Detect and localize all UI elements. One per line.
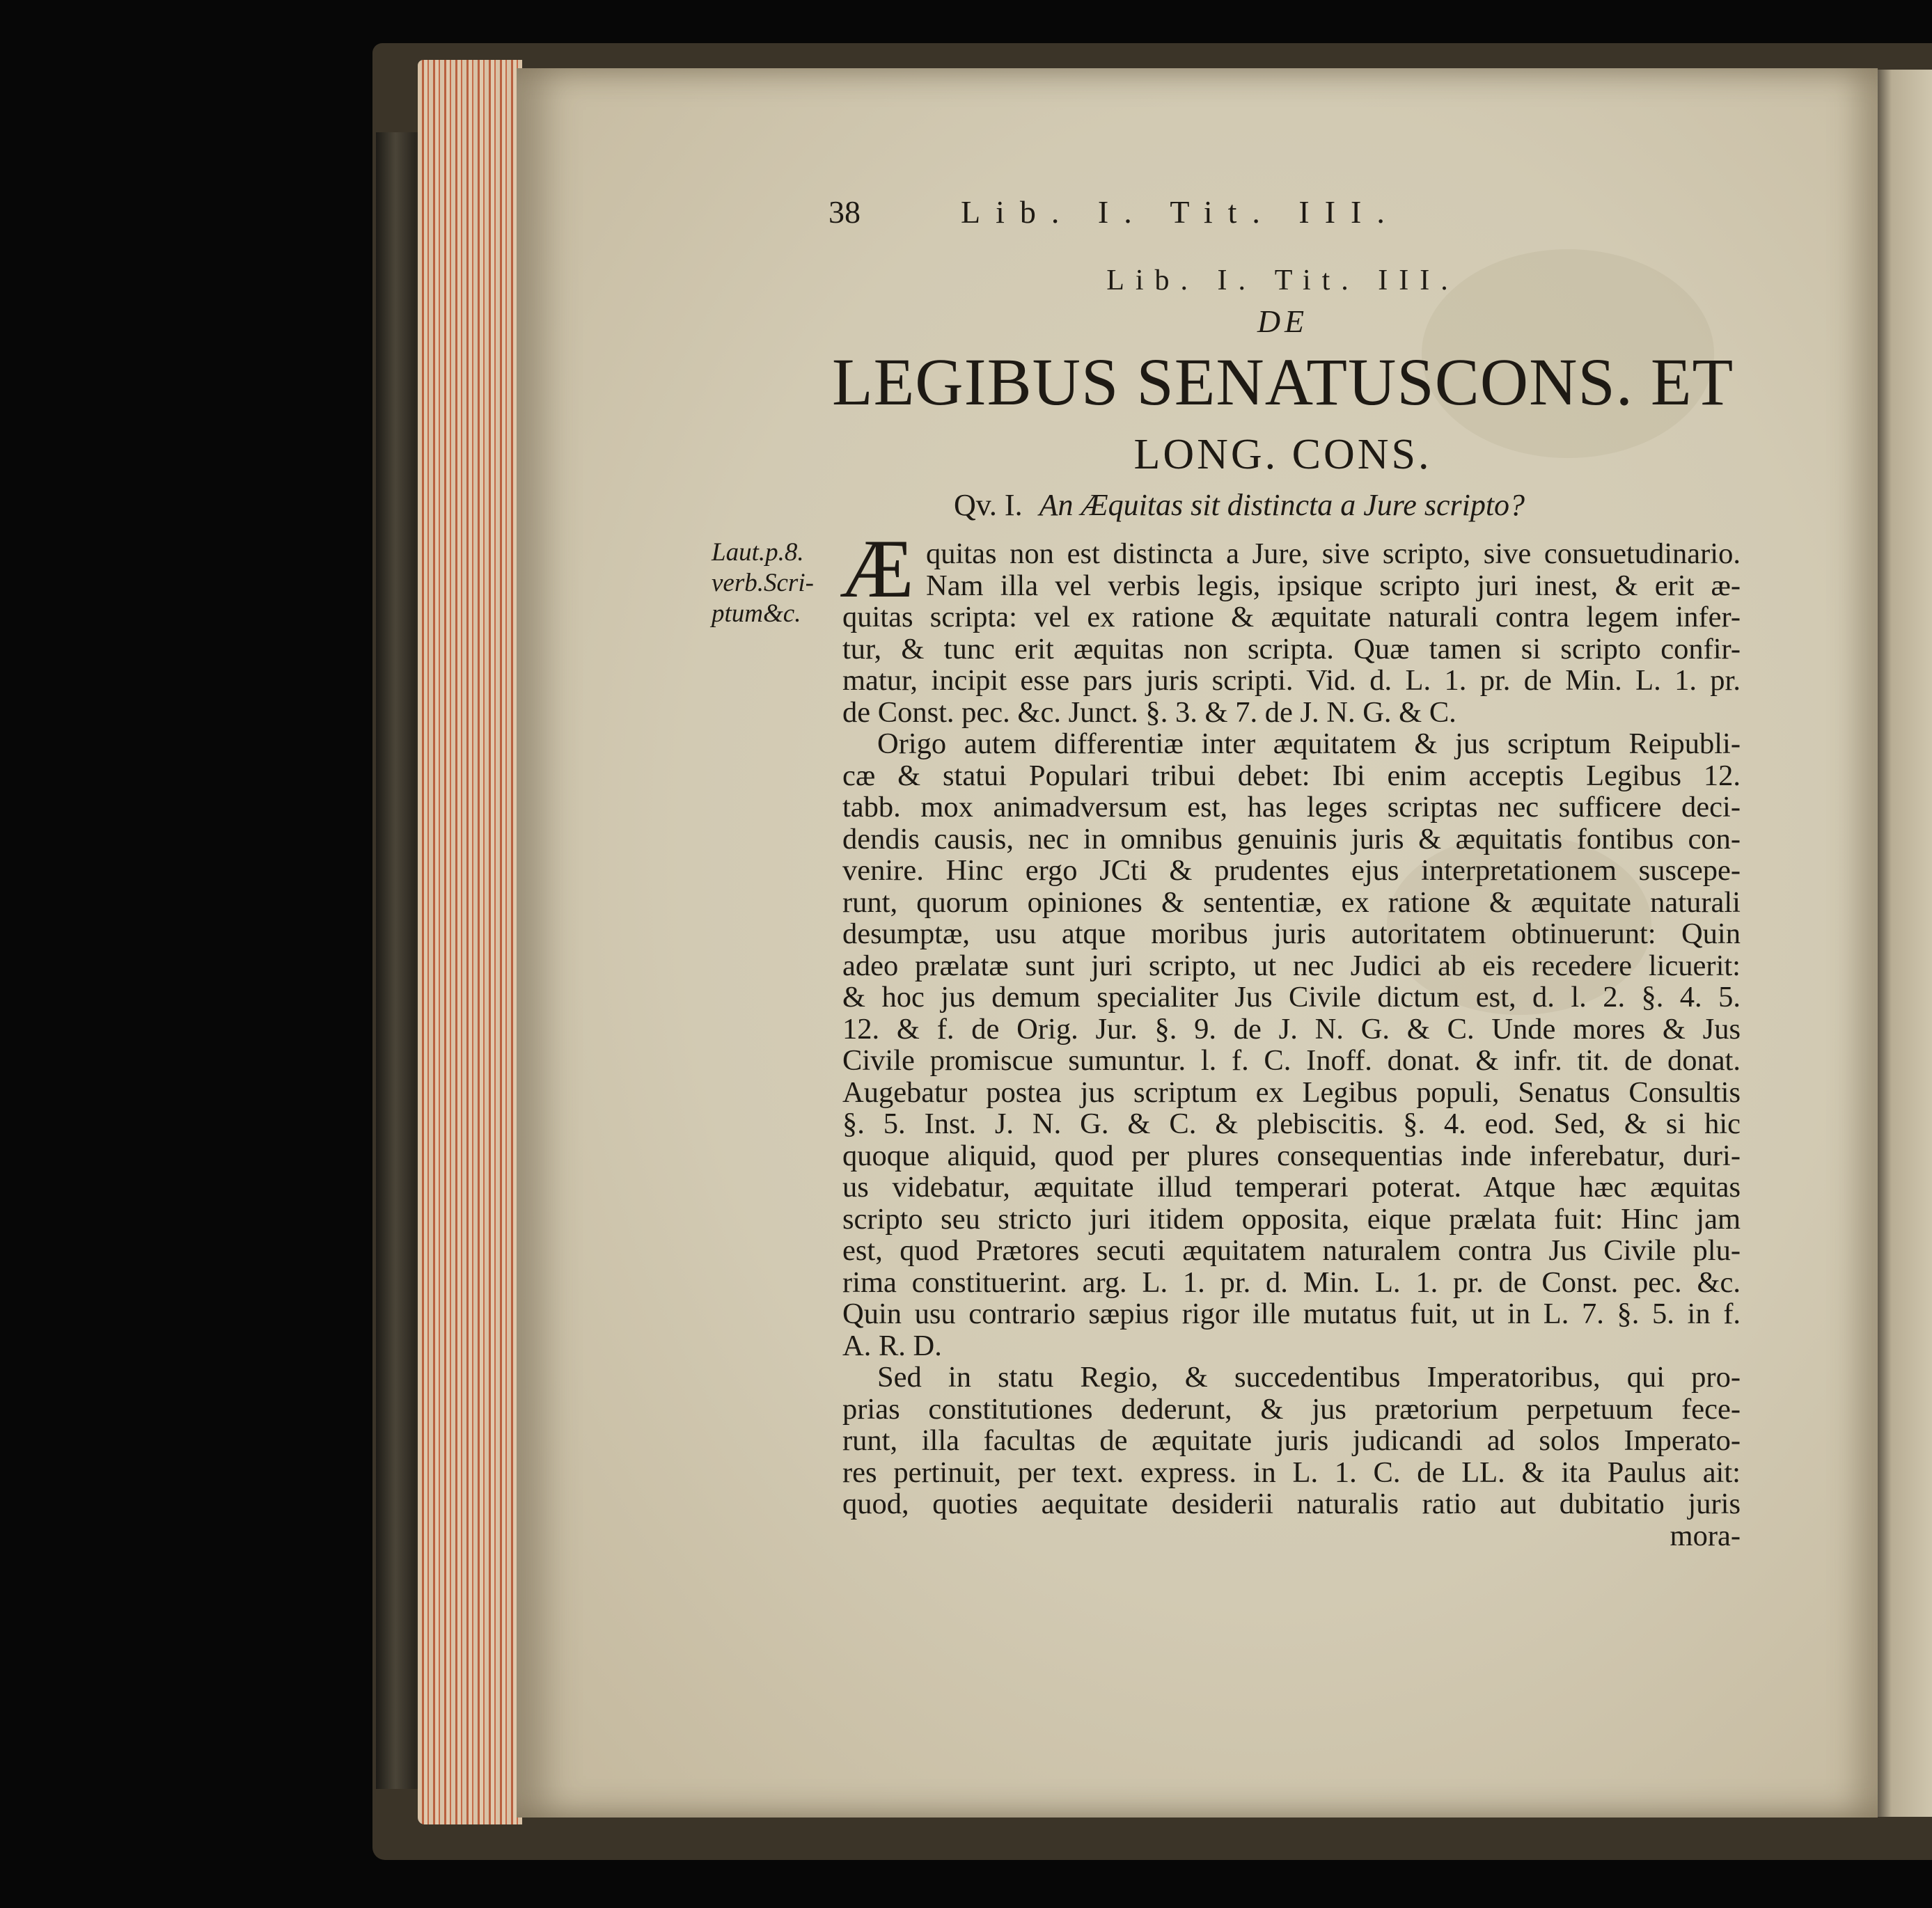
title-block [832,259,1734,486]
text-line: cæ & statui Populari tribui debet: Ibi enim acceptis Legibus 12. [842,759,1741,792]
title-de: DE [1257,303,1309,339]
text-line: Quin usu contrario sæpius rigor ille mutatus fuit, ut in L. 7. §. 5. in f. [842,1298,1741,1330]
text-line: scripto seu stricto juri itidem opposita, eique prælata fuit: Hinc jam [842,1202,1741,1236]
book-title-line: Lib. I. Tit. III. [1106,265,1459,297]
text-line: quitas scripta: vel ex ratione & æquitate naturali contra legem infer- [842,601,1741,633]
paragraph-3 [842,1362,1741,1552]
text-line: est, quod Prætores secuti æquitatem naturalem contra Jus Civile plu- [842,1234,1741,1267]
text-line: runt, illa facultas de æquitate juris judicandi ad solos Imperato- [842,1424,1741,1457]
main-title: LEGIBUS SENATUSCONS. ET [832,345,1734,419]
text-line: venire. Hinc ergo JCti & prudentes ejus interpretationem suscepe- [842,854,1741,887]
text-line: quoque aliquid, quod per plures consequentias inde inferebatur, duri- [842,1139,1741,1172]
text-line: us videbatur, æquitate illud temperari poterat. Atque hæc æquitas [842,1171,1741,1204]
text-line: & hoc jus demum specialiter Jus Civile dictum est, d. l. 2. §. 4. 5. [842,981,1741,1014]
catchword: mora- [1670,1519,1741,1552]
text-line: tabb. mox animadversum est, has leges scriptas nec sufficere deci- [842,791,1741,823]
paragraph-2 [842,728,1741,1362]
text-line: Nam illa vel verbis legis, ipsique scripto juri inest, & erit æ- [926,569,1741,602]
text-line: prias constitutiones dederunt, & jus prætorium perpetuum fece- [842,1392,1741,1426]
margin-note-line: verb.Scri- [712,569,814,597]
question-heading [954,487,1525,523]
text-line: dendis causis, nec in omnibus genuinis juris & æquitatis fontibus con- [842,822,1741,856]
facing-page [1874,70,1932,1817]
question-text: An Æquitas sit distincta a Jure scripto? [1039,488,1525,522]
sub-title: LONG. CONS. [1133,431,1432,478]
text-line: Civile promiscue sumuntur. l. f. C. Inoff. donat. & infr. tit. de donat. [842,1044,1741,1077]
text-line: Origo autem differentiæ inter æquitatem & jus scriptum Reipubli- [877,727,1741,760]
text-line: A. R. D. [842,1329,942,1362]
text-line: 12. & f. de Orig. Jur. §. 9. de J. N. G. & C. Unde mores & Jus [842,1012,1741,1046]
page-number: 38 [828,194,861,230]
margin-note-line: Laut.p.8. [712,538,804,567]
text-line: rima constituerint. arg. L. 1. pr. d. Min. L. 1. pr. de Const. pec. &c. [842,1266,1741,1299]
drop-cap: Æ [840,522,914,615]
body-text [840,522,1741,1552]
text-line: quod, quoties aequitate desiderii naturalis ratio aut dubitatio juris [842,1488,1741,1520]
text-line: matur, incipit esse pars juris scripti. Vid. d. L. 1. pr. de Min. L. 1. pr. [842,664,1741,697]
question-label: Qv. I. [954,488,1023,522]
text-line: res pertinuit, per text. express. in L. 1. C. de LL. & ita Paulus ait: [842,1456,1741,1489]
page-edges [418,60,522,1824]
running-title: Lib. I. Tit. III. [961,194,1400,230]
text-line: §. 5. Inst. J. N. G. & C. & plebiscitis. §. 4. eod. Sed, & si hic [842,1107,1741,1140]
text-line: quitas non est distincta a Jure, sive scripto, sive consuetudinario. [926,537,1741,570]
paragraph-1 [840,522,1741,729]
text-line: Sed in statu Regio, & succedentibus Imperatoribus, qui pro- [877,1361,1741,1394]
text-line: tur, & tunc erit æquitas non scripta. Quæ tamen si scripto confir- [842,632,1741,665]
text-line: adeo prælatæ sunt juri scripto, ut nec Judici ab eis recedere licuerit: [842,949,1741,982]
text-line: desumptæ, usu atque moribus juris autoritatem obtinuerunt: Quin [842,917,1741,950]
text-line: de Const. pec. &c. Junct. §. 3. & 7. de J. N. G. & C. [842,695,1456,729]
margin-note [712,537,851,629]
text-line: runt, quorum opiniones & sententiæ, ex ratione & æquitate naturali [842,885,1741,919]
text-line: Augebatur postea jus scriptum ex Legibus populi, Senatus Consultis [842,1075,1741,1109]
running-head [0,194,1932,228]
margin-note-line: ptum&c. [712,599,801,628]
